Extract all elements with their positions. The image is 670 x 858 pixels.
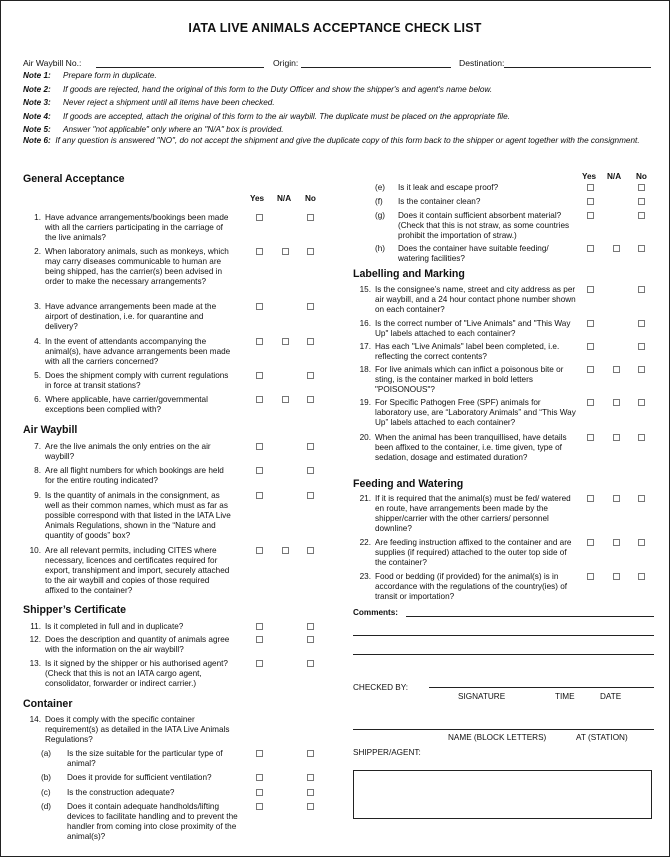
q12-yes[interactable] — [256, 636, 263, 643]
name-station-field[interactable] — [353, 729, 654, 730]
col-no-header: No — [305, 194, 316, 203]
q20-na[interactable] — [613, 434, 620, 441]
q9-no[interactable] — [307, 492, 314, 499]
q4-na[interactable] — [282, 338, 289, 345]
note-1: Note 1: Prepare form in duplicate. — [23, 71, 157, 80]
q21-no[interactable] — [638, 495, 645, 502]
q14c-no[interactable] — [307, 789, 314, 796]
q11-no[interactable] — [307, 623, 314, 630]
q16-no[interactable] — [638, 320, 645, 327]
q17-no[interactable] — [638, 343, 645, 350]
q2-no[interactable] — [307, 248, 314, 255]
q14f-yes[interactable] — [587, 198, 594, 205]
q8-yes[interactable] — [256, 467, 263, 474]
checked-by-label: CHECKED BY: — [353, 683, 409, 692]
q18-na[interactable] — [613, 366, 620, 373]
q19-na[interactable] — [613, 399, 620, 406]
q14a-yes[interactable] — [256, 750, 263, 757]
q20-yes[interactable] — [587, 434, 594, 441]
q21-yes[interactable] — [587, 495, 594, 502]
name-block-letters-label: NAME (BLOCK LETTERS) — [448, 733, 547, 742]
note-5: Note 5: Answer "not applicable" only where an "N/A" box is provided. — [23, 125, 284, 135]
q6-no[interactable] — [307, 396, 314, 403]
q2-yes[interactable] — [256, 248, 263, 255]
q19-yes[interactable] — [587, 399, 594, 406]
q5-yes[interactable] — [256, 372, 263, 379]
col-yes-header: Yes — [250, 194, 265, 203]
q6-yes[interactable] — [256, 396, 263, 403]
q4-yes[interactable] — [256, 338, 263, 345]
col-na-header: N/A — [277, 194, 292, 203]
date-label: DATE — [600, 692, 622, 701]
q4-no[interactable] — [307, 338, 314, 345]
q22-yes[interactable] — [587, 539, 594, 546]
q9-yes[interactable] — [256, 492, 263, 499]
signature-label: SIGNATURE — [458, 692, 506, 701]
q14h-yes[interactable] — [587, 245, 594, 252]
q10-yes[interactable] — [256, 547, 263, 554]
checked-by-field[interactable] — [429, 687, 654, 688]
q2-na[interactable] — [282, 248, 289, 255]
q14d-yes[interactable] — [256, 803, 263, 810]
q14d-no[interactable] — [307, 803, 314, 810]
q14h-na[interactable] — [613, 245, 620, 252]
col-na-header-right: N/A — [607, 172, 622, 181]
left-column: General Acceptance Yes N/A No 1. Have advance arrangements/bookings been made with all the carriers participating in the carriage of the live animals? 2. When laboratory animals, such as monkeys, which may carry diseases communicable to human are being shipped, has the carrier(s) been advised in order to make the necessary arrangements? 3. Have advance arrangements been made at the airport of destination, i.e. for quarantine and delivery? 4. In the event of attendants accompanying the animal(s), have advance arrangements been made with all the carriers concerned? 5. Does the shipment comply with current regulations in force at transit stations? 6. Where applicable, have carrier/governmental exceptions been complied with? Air Waybill 7. Are the live animals the only entries on the air waybill? 8. Are all flight numbers for which bookings are held for the entire routing indicated? 9. Is the quantity of animals in the consignment, as well as their common names, which must as far as possible correspond with that listed in the IATA Live Animals Regulations, shown in the “Nature and quantity of goods” box? 10. Are all relevant permits, including CITES where necessary, licences and certificates required for export, transhipment and import, securely attached to the air waybill and copies of those required affixed to the container? Shipper’s Certificate 11. Is it completed in full and in duplicate? 12. Does the description and quantity of animals agree with the information on the air waybill? 13. Is it signed by the shipper or his authorised agent? (Check that this is not an IATA cargo agent, consolidator, forwarder or indirect carrier.) Container 14. Does it comply with the specific container requirement(s) as detailed in the IATA Live Animals Regulations? (a) Is the size suitable for the particular type of animal? (b) Does it provide for sufficient ventilation? (c) Is the construction adequate? (d) Does it contain adequate handholds/lifting devices to facilitate handling and to prevent the handler from coming into close proximity of the animal(s)? — [23, 173, 316, 841]
q14b-no[interactable] — [307, 774, 314, 781]
q22-na[interactable] — [613, 539, 620, 546]
right-column: Yes N/A No (e) Is it leak and escape proof? (f) Is the container clean? (g) Does it contain sufficient absorbent material? (Check that this is not straw, as some countries prohibit the importation of straw.) (h) Does the container have suitable feeding/ watering facilities? Labelling and Marking 15. Is the consignee’s name, street and city address as per air waybill, and a 24 hour contact phone number shown on each container? 16. Is the correct number of "Live Animals" and "This Way Up" labels attached to each container? 17. Has each "Live Animals" label been completed, i.e. reflecting the correct contents? 18. For live animals which can inflict a poisonous bite or sting, is the container marked in bold letters "POISONOUS"? 19. For Specific Pathogen Free (SPF) animals for laboratory use, are “Laboratory Animals” and “This Way Up” labels attached to each container? 20. When the animal has been tranquillised, have details been affixed to the container, i.e. time given, type of sedation, dosage and estimated duration? Feeding and Watering 21. If it is required that the animal(s) must be fed/ watered en route, have arrangements been made by the shipper/carrier with the other carriers/ personnel downline? 22. Are feeding instruction affixed to the container and are supplies (if required) attached to the outer top side of the container? 23. Food or bedding (if provided) for the animal(s) is in accordance with the regulations of the country(ies) of transit or importation? Comments: CHECKED BY: SIGNATURE TIME DATE NAME (BLOCK LETTERS) AT (STATION) SHIPPER/AGENT: — [336, 1, 670, 858]
q14h-no[interactable] — [638, 245, 645, 252]
comments-line-2[interactable] — [353, 635, 654, 636]
destination-label: Destination: — [459, 58, 505, 68]
q23-na[interactable] — [613, 573, 620, 580]
q14e-no[interactable] — [638, 184, 645, 191]
q10-na[interactable] — [282, 547, 289, 554]
q14e-yes[interactable] — [587, 184, 594, 191]
q21-na[interactable] — [613, 495, 620, 502]
note-6: Note 6: If any question is answered "NO", do not accept the shipment and give the duplicate copy of this form back to the shipper or agent together with the consignment. — [23, 135, 640, 145]
q10-no[interactable] — [307, 547, 314, 554]
q16-yes[interactable] — [587, 320, 594, 327]
q7-no[interactable] — [307, 443, 314, 450]
q23-no[interactable] — [638, 573, 645, 580]
comments-label: Comments: — [353, 608, 399, 617]
q7-yes[interactable] — [256, 443, 263, 450]
q12-no[interactable] — [307, 636, 314, 643]
section-labelling-marking: Labelling and Marking — [353, 268, 465, 280]
note-4: Note 4: If goods are accepted, attach the original of this form to the air waybill. The duplicate must be placed on the appropriate file. — [23, 111, 510, 121]
section-general-acceptance: General Acceptance — [23, 173, 125, 185]
section-shippers-certificate: Shipper’s Certificate — [23, 604, 127, 616]
time-label: TIME — [555, 692, 575, 701]
q14g-no[interactable] — [638, 212, 645, 219]
note-2: Note 2: If goods are rejected, hand the original of this form to the Duty Officer and show the shipper's and agent's name below. — [23, 84, 493, 94]
q14g-yes[interactable] — [587, 212, 594, 219]
shipper-agent-label: SHIPPER/AGENT: — [353, 748, 421, 757]
origin-label: Origin: — [273, 58, 299, 68]
q14c-yes[interactable] — [256, 789, 263, 796]
q5-no[interactable] — [307, 372, 314, 379]
q8-no[interactable] — [307, 467, 314, 474]
q18-no[interactable] — [638, 366, 645, 373]
section-feeding-watering: Feeding and Watering — [353, 478, 464, 490]
section-air-waybill: Air Waybill — [23, 424, 78, 436]
q17-yes[interactable] — [587, 343, 594, 350]
q6-na[interactable] — [282, 396, 289, 403]
q1-no[interactable] — [307, 214, 314, 221]
q19-no[interactable] — [638, 399, 645, 406]
col-yes-header-right: Yes — [582, 172, 597, 181]
at-station-label: AT (STATION) — [576, 733, 628, 742]
air-waybill-label: Air Waybill No.: — [23, 58, 82, 68]
form-title: IATA LIVE ANIMALS ACCEPTANCE CHECK LIST — [188, 21, 482, 35]
q18-yes[interactable] — [587, 366, 594, 373]
q3-yes[interactable] — [256, 303, 263, 310]
col-no-header-right: No — [636, 172, 647, 181]
comments-line-3[interactable] — [353, 654, 654, 655]
q14f-no[interactable] — [638, 198, 645, 205]
shipper-agent-box[interactable] — [353, 770, 652, 819]
q14a-no[interactable] — [307, 750, 314, 757]
q3-no[interactable] — [307, 303, 314, 310]
note-3: Note 3: Never reject a shipment until all items have been checked. — [23, 98, 275, 108]
section-container: Container — [23, 698, 73, 710]
q15-no[interactable] — [638, 286, 645, 293]
q15-yes[interactable] — [587, 286, 594, 293]
q22-no[interactable] — [638, 539, 645, 546]
q11-yes[interactable] — [256, 623, 263, 630]
q14b-yes[interactable] — [256, 774, 263, 781]
comments-line-1[interactable] — [406, 616, 654, 617]
q1-yes[interactable] — [256, 214, 263, 221]
q20-no[interactable] — [638, 434, 645, 441]
q13-no[interactable] — [307, 660, 314, 667]
q13-yes[interactable] — [256, 660, 263, 667]
q23-yes[interactable] — [587, 573, 594, 580]
